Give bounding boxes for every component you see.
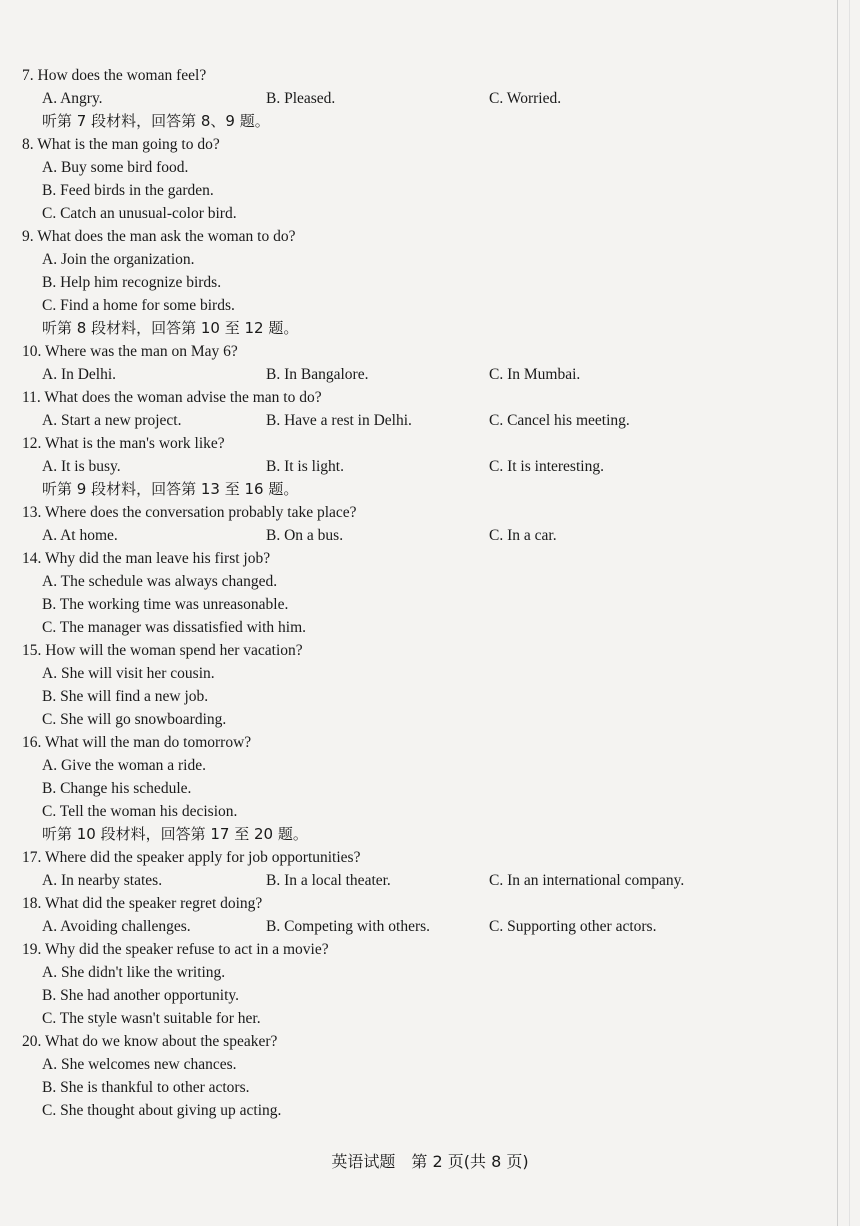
question-17: 17. Where did the speaker apply for job opportunities? — [22, 849, 361, 866]
question-17-options — [0, 869, 860, 892]
option-a: A. Avoiding challenges. — [42, 918, 191, 935]
section-instruction-10: 听第 10 段材料，回答第 17 至 20 题。 — [42, 825, 308, 843]
section-instruction-7: 听第 7 段材料，回答第 8、9 题。 — [42, 112, 270, 130]
option-a: A. In nearby states. — [42, 872, 163, 889]
question-13-options — [0, 524, 860, 547]
question-13: 13. Where does the conversation probably take place? — [22, 504, 357, 521]
option-c: C. Supporting other actors. — [489, 918, 657, 935]
option-c: C. Tell the woman his decision. — [42, 803, 238, 820]
option-c: C. Find a home for some birds. — [42, 297, 235, 314]
option-c: C. Worried. — [489, 90, 562, 107]
option-b: B. She had another opportunity. — [42, 987, 240, 1004]
option-b: B. It is light. — [266, 458, 344, 475]
question-12: 12. What is the man's work like? — [22, 435, 225, 452]
question-11: 11. What does the woman advise the man to do? — [22, 389, 322, 406]
question-20: 20. What do we know about the speaker? — [22, 1033, 278, 1050]
question-12-options — [0, 455, 860, 478]
option-b: B. Have a rest in Delhi. — [266, 412, 412, 429]
option-c: C. It is interesting. — [489, 458, 604, 475]
question-16: 16. What will the man do tomorrow? — [22, 734, 252, 751]
option-a: A. Join the organization. — [42, 251, 195, 268]
option-a: A. She welcomes new chances. — [42, 1056, 237, 1073]
question-7: 7. How does the woman feel? — [22, 67, 207, 84]
option-a: A. Angry. — [42, 90, 103, 107]
question-9: 9. What does the man ask the woman to do? — [22, 228, 296, 245]
option-a: A. Start a new project. — [42, 412, 182, 429]
question-15: 15. How will the woman spend her vacation? — [22, 642, 303, 659]
option-c: C. She thought about giving up acting. — [42, 1102, 282, 1119]
option-a: A. Give the woman a ride. — [42, 757, 206, 774]
option-b: B. Help him recognize birds. — [42, 274, 222, 291]
option-a: A. She didn't like the writing. — [42, 964, 226, 981]
option-a: A. In Delhi. — [42, 366, 117, 383]
option-c: C. In a car. — [489, 527, 557, 544]
option-b: B. Competing with others. — [266, 918, 431, 935]
option-a: A. At home. — [42, 527, 118, 544]
option-c: C. In an international company. — [489, 872, 685, 889]
option-a: A. She will visit her cousin. — [42, 665, 215, 682]
question-19: 19. Why did the speaker refuse to act in a movie? — [22, 941, 329, 958]
option-b: B. In a local theater. — [266, 872, 391, 889]
question-18: 18. What did the speaker regret doing? — [22, 895, 263, 912]
option-a: A. The schedule was always changed. — [42, 573, 278, 590]
question-8: 8. What is the man going to do? — [22, 136, 220, 153]
question-18-options — [0, 915, 860, 938]
option-b: B. The working time was unreasonable. — [42, 596, 289, 613]
question-11-options — [0, 409, 860, 432]
option-b: B. She will find a new job. — [42, 688, 209, 705]
option-c: C. Cancel his meeting. — [489, 412, 630, 429]
option-a: A. It is busy. — [42, 458, 121, 475]
option-b: B. Pleased. — [266, 90, 336, 107]
option-b: B. In Bangalore. — [266, 366, 369, 383]
question-10: 10. Where was the man on May 6? — [22, 343, 238, 360]
option-c: C. She will go snowboarding. — [42, 711, 227, 728]
option-b: B. On a bus. — [266, 527, 344, 544]
question-14: 14. Why did the man leave his first job? — [22, 550, 271, 567]
option-c: C. The manager was dissatisfied with him. — [42, 619, 307, 636]
option-c: C. In Mumbai. — [489, 366, 581, 383]
option-a: A. Buy some bird food. — [42, 159, 189, 176]
section-instruction-9: 听第 9 段材料，回答第 13 至 16 题。 — [42, 480, 299, 498]
option-b: B. She is thankful to other actors. — [42, 1079, 250, 1096]
option-c: C. Catch an unusual-color bird. — [42, 205, 237, 222]
question-10-options — [0, 363, 860, 386]
section-instruction-8: 听第 8 段材料，回答第 10 至 12 题。 — [42, 319, 299, 337]
option-c: C. The style wasn't suitable for her. — [42, 1010, 261, 1027]
question-7-options — [0, 87, 860, 110]
option-b: B. Change his schedule. — [42, 780, 192, 797]
page-footer: 英语试题 第 2 页(共 8 页) — [331, 1152, 529, 1171]
option-b: B. Feed birds in the garden. — [42, 182, 214, 199]
question-list — [0, 64, 860, 1122]
